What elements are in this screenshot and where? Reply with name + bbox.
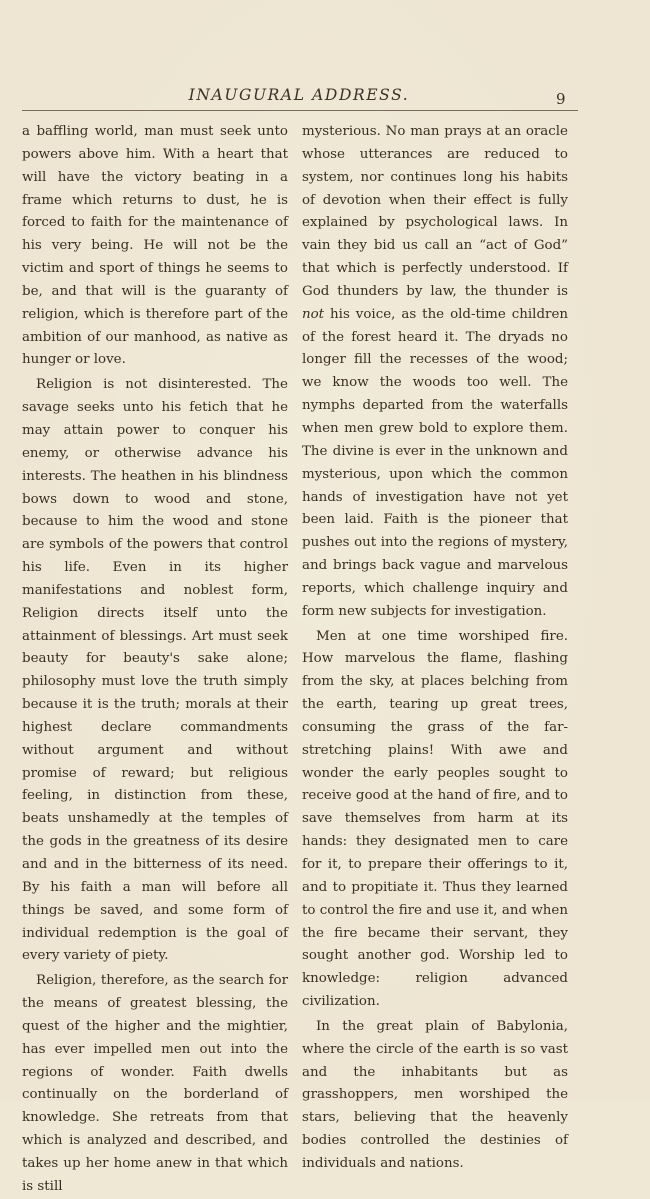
header-rule [22,110,578,111]
right-paragraph-1 [302,121,568,624]
right-column [302,121,568,1176]
left-paragraph-3: Religion, therefore, as the search for the means of greatest blessing, the quest of the higher and the mightier, has ever impelled men out into the regions of wonder. Faith dwells continually on the borderland of knowledge. She retreats from that which is analyzed and described, and takes up her home anew in that which is still [22,973,288,1194]
left-paragraph-2: Religion is not disinterested. The savage seeks unto his fetich that he may attain power to conquer his enemy, or otherwise advance his interests. The heathen in his blindness bows down to wood and stone, because to him the wood and stone are symbols of the powers that control his life. Even in its higher manifestations and noblest form, Religion directs itself unto the attainment of blessings. Art must seek beauty for beauty's sake alone; philosophy must love the truth simply because it is the truth; morals at their highest declare commandments without argument and without promise of reward; but religious feeling, in distinction from these, beats unshamedly at the temples of the gods in the greatness of its desire and and in the bitterness of its need. By his faith a man will before all things be saved, and some form of individual redemption is the goal of every variety of piety. [22,377,288,964]
right-paragraph-1-text-b: his voice, as the old-time children of the forest heard it. The dryads no longer fill the recesses of the wood; we know the woods too well. The nymphs departed from the waterfalls when men grew bold to explore them. The divine is ever in the unknown and mysterious, upon which the common hands of investigation have not yet been laid. Faith is the pioneer that pushes out into the regions of mystery, and brings back vague and marvelous reports, which challenge inquiry and form new subjects for investigation. [302,306,568,619]
right-paragraph-1-text-a: mysterious. No man prays at an oracle whose utterances are reduced to system, nor continues long his habits of devotion when their effect is fully explained by psychological laws. In vain they bid us call an “act of God” that which is perfectly understood. If God thunders by law, the thunder is [302,124,568,299]
left-paragraph-1: a baffling world, man must seek unto powers above him. With a heart that will have the victory beating in a frame which returns to dust, he is forced to faith for the maintenance of his very being. He will not be the victim and sport of things he seems to be, and that will is the guaranty of religion, which is therefore part of the ambition of our manhood, as native as hunger or love. [22,124,288,368]
running-title: INAUGURAL ADDRESS. [188,86,410,104]
right-paragraph-2: Men at one time worshiped fire. How marvelous the flame, flashing from the sky, at places belching from the earth, tearing up great trees, consuming the grass of the far-stretching plains! With awe and wonder the early peoples sought to receive good at the hand of fire, and to save themselves from harm at its hands: they designated men to care for it, to prepare their offerings to it, and to propitiate it. Thus they learned to control the fire and use it, and when the fire became their servant, they sought another god. Worship led to knowledge: religion advanced civilization. [302,628,568,1010]
left-column [22,121,288,1199]
page-number: 9 [556,90,566,108]
right-paragraph-3: In the great plain of Babylonia, where the circle of the earth is so vast and the inhabitants but as grasshoppers, men worshiped the stars, believing that the heavenly bodies controlled the destinies of individuals and nations. [302,1018,568,1171]
italic-word: not [302,306,325,322]
